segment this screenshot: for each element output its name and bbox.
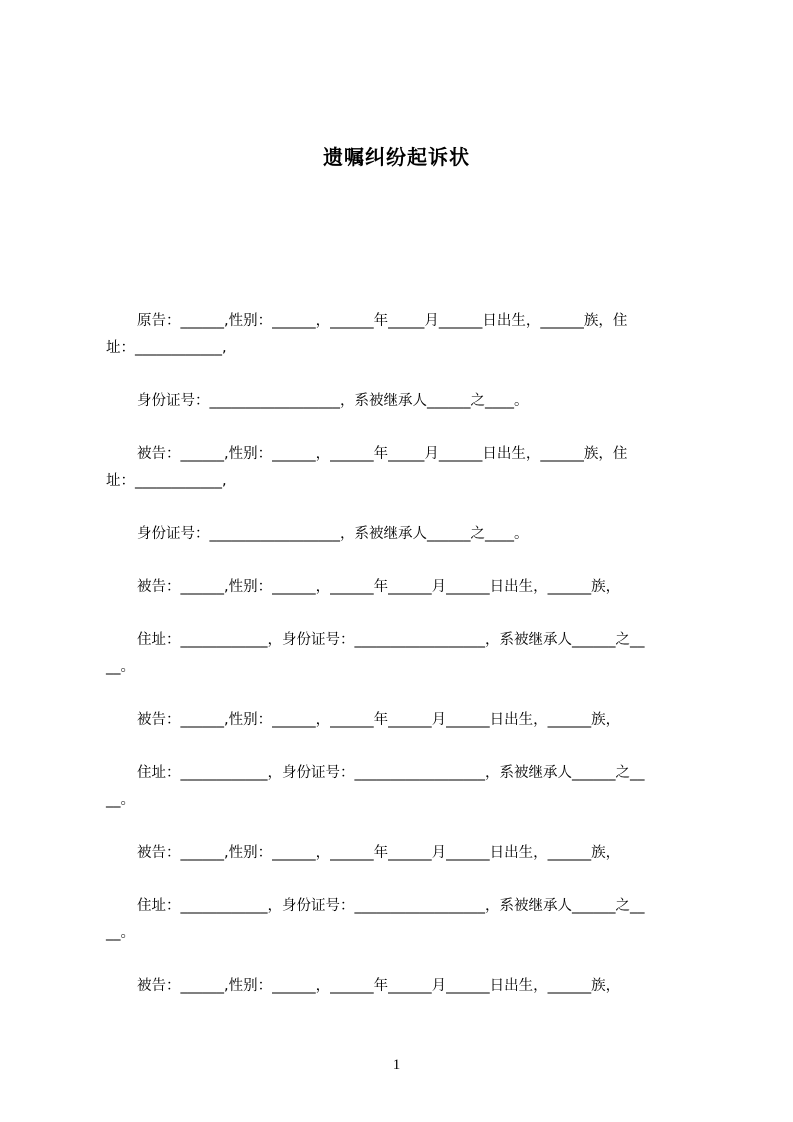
defendant-3-line-1 [0, 690, 793, 730]
defendant-4-line-2-text: 住址：____________，身份证号：__________________，系被继承人______之__ [137, 898, 645, 914]
defendant-4-line-1-text: 被告：______,性别：______，______年______月______日出生，______族， [137, 845, 621, 861]
defendant-1-line-2-text: 址：____________, [106, 473, 227, 489]
defendant-5-line-1 [0, 956, 793, 996]
defendant-4-line-1 [0, 823, 793, 863]
page-number: 1 [392, 1057, 401, 1073]
defendant-2-line-3 [0, 637, 793, 677]
defendant-1-id-line-text: 身份证号：__________________，系被继承人______之____。 [137, 526, 529, 542]
defendant-2-line-1-text: 被告：______,性别：______，______年______月______日出生，______族， [137, 579, 621, 595]
plaintiff-line-2 [0, 318, 793, 358]
defendant-2-line-3-text: __。 [106, 659, 135, 675]
plaintiff-id-line-text: 身份证号：__________________，系被继承人______之____。 [137, 393, 529, 409]
plaintiff-line-1-text: 原告：______,性别：______，______年_____月______日出生，______族，住 [137, 313, 628, 329]
defendant-1-id-line [0, 504, 793, 544]
plaintiff-line-2-text: 址：____________, [106, 340, 227, 356]
defendant-1-line-1-text: 被告：______,性别：______，______年_____月______日出生，______族，住 [137, 446, 628, 462]
defendant-3-line-3 [0, 770, 793, 810]
document-title: 遗嘱纠纷起诉状 [323, 145, 470, 169]
defendant-2-line-1 [0, 557, 793, 597]
defendant-2-line-2-text: 住址：____________，身份证号：__________________，系被继承人______之__ [137, 632, 645, 648]
defendant-3-line-3-text: __。 [106, 792, 135, 808]
defendant-4-line-3-text: __。 [106, 925, 135, 941]
defendant-4-line-3 [0, 903, 793, 943]
defendant-3-line-2-text: 住址：____________，身份证号：__________________，系被继承人______之__ [137, 765, 645, 781]
defendant-3-line-1-text: 被告：______,性别：______，______年______月______日出生，______族， [137, 712, 621, 728]
defendant-1-line-2 [0, 451, 793, 491]
plaintiff-id-line [0, 371, 793, 411]
defendant-5-line-1-text: 被告：______,性别：______，______年______月______日出生，______族， [137, 978, 621, 994]
